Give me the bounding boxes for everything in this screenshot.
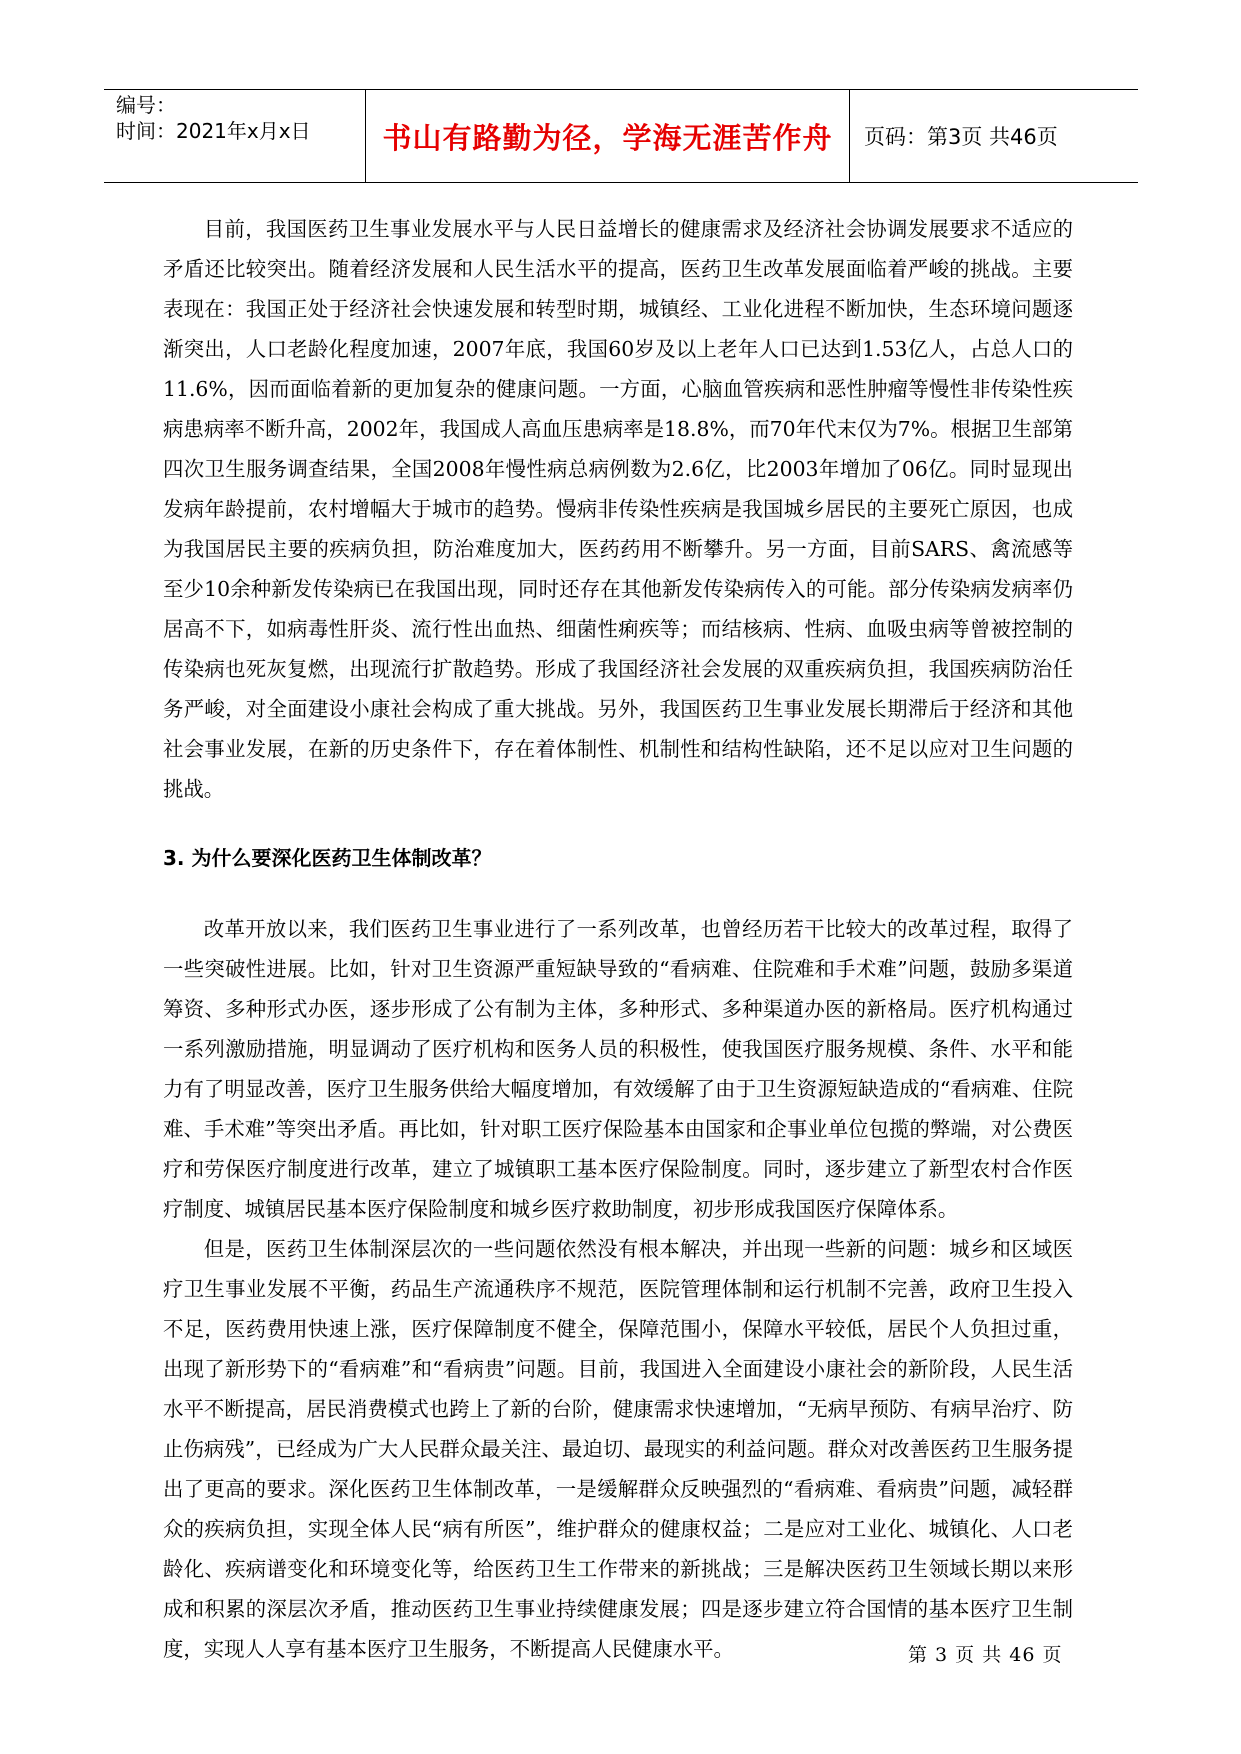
page-footer: 第 3 页 共 46 页 — [908, 1644, 1063, 1666]
document-time-label: 时间：2021年x月x日 — [116, 119, 311, 143]
body-paragraph: 但是，医药卫生体制深层次的一些问题依然没有根本解决，并出现一些新的问题：城乡和区域医疗卫生事业发展不平衡，药品生产流通秩序不规范，医院管理体制和运行机制不完善，政府卫生投入不足，医药费用快速上涨，医疗保障制度不健全，保障范围小，保障水平较低，居民个人负担过重，出现了新形势下的“看病难”和“看病贵”问题。目前，我国进入全面建设小康社会的新阶段，人民生活水平不断提高，居民消费模式也跨上了新的台阶，健康需求快速增加，“无病早预防、有病早治疗、防止伤病残”，已经成为广大人民群众最关注、最迫切、最现实的利益问题。群众对改善医药卫生服务提出了更高的要求。深化医药卫生体制改革，一是缓解群众反映强烈的“看病难、看病贵”问题，减轻群众的疾病负担，实现全体人民“病有所医”，维护群众的健康权益；二是应对工业化、城镇化、人口老龄化、疾病谱变化和环境变化等，给医药卫生工作带来的新挑战；三是解决医药卫生领域长期以来形成和积累的深层次矛盾，推动医药卫生事业持续健康发展；四是逐步建立符合国情的基本医疗卫生制度，实现人人享有基本医疗卫生服务，不断提高人民健康水平。 — [163, 1237, 1073, 1661]
header-page-code: 页码：第3页 共46页 — [864, 125, 1058, 149]
page-header — [104, 89, 1138, 183]
section-heading: 3. 为什么要深化医药卫生体制改革？ — [163, 846, 492, 870]
document-body — [163, 209, 1073, 1669]
document-number-label: 编号： — [116, 93, 176, 117]
header-motto: 书山有路勤为径，学海无涯苦作舟 — [366, 90, 850, 182]
header-meta — [104, 90, 366, 182]
body-paragraph: 改革开放以来，我们医药卫生事业进行了一系列改革，也曾经历若干比较大的改革过程，取得了一些突破性进展。比如，针对卫生资源严重短缺导致的“看病难、住院难和手术难”问题，鼓励多渠道筹资、多种形式办医，逐步形成了公有制为主体，多种形式、多种渠道办医的新格局。医疗机构通过一系列激励措施，明显调动了医疗机构和医务人员的积极性，使我国医疗服务规模、条件、水平和能力有了明显改善，医疗卫生服务供给大幅度增加，有效缓解了由于卫生资源短缺造成的“看病难、住院难、手术难”等突出矛盾。再比如，针对职工医疗保险基本由国家和企事业单位包揽的弊端，对公费医疗和劳保医疗制度进行改革，建立了城镇职工基本医疗保险制度。同时，逐步建立了新型农村合作医疗制度、城镇居民基本医疗保险制度和城乡医疗救助制度，初步形成我国医疗保障体系。 — [163, 917, 1073, 1221]
body-paragraph: 目前，我国医药卫生事业发展水平与人民日益增长的健康需求及经济社会协调发展要求不适应的矛盾还比较突出。随着经济发展和人民生活水平的提高，医药卫生改革发展面临着严峻的挑战。主要表现在：我国正处于经济社会快速发展和转型时期，城镇经、工业化进程不断加快，生态环境问题逐渐突出，人口老龄化程度加速，2007年底，我国60岁及以上老年人口已达到1.53亿人，占总人口的11.6%，因而面临着新的更加复杂的健康问题。一方面，心脑血管疾病和恶性肿瘤等慢性非传染性疾病患病率不断升高，2002年，我国成人高血压患病率是18.8%，而70年代末仅为7%。根据卫生部第四次卫生服务调查结果，全国2008年慢性病总病例数为2.6亿，比2003年增加了06亿。同时显现出发病年龄提前，农村增幅大于城市的趋势。慢病非传染性疾病是我国城乡居民的主要死亡原因，也成为我国居民主要的疾病负担，防治难度加大，医药药用不断攀升。另一方面，目前SARS、禽流感等至少10余种新发传染病已在我国出现，同时还存在其他新发传染病传入的可能。部分传染病发病率仍居高不下，如病毒性肝炎、流行性出血热、细菌性痢疾等；而结核病、性病、血吸虫病等曾被控制的传染病也死灰复燃，出现流行扩散趋势。形成了我国经济社会发展的双重疾病负担，我国疾病防治任务严峻，对全面建设小康社会构成了重大挑战。另外，我国医药卫生事业发展长期滞后于经济和其他社会事业发展，在新的历史条件下，存在着体制性、机制性和结构性缺陷，还不足以应对卫生问题的挑战。 — [163, 217, 1073, 801]
